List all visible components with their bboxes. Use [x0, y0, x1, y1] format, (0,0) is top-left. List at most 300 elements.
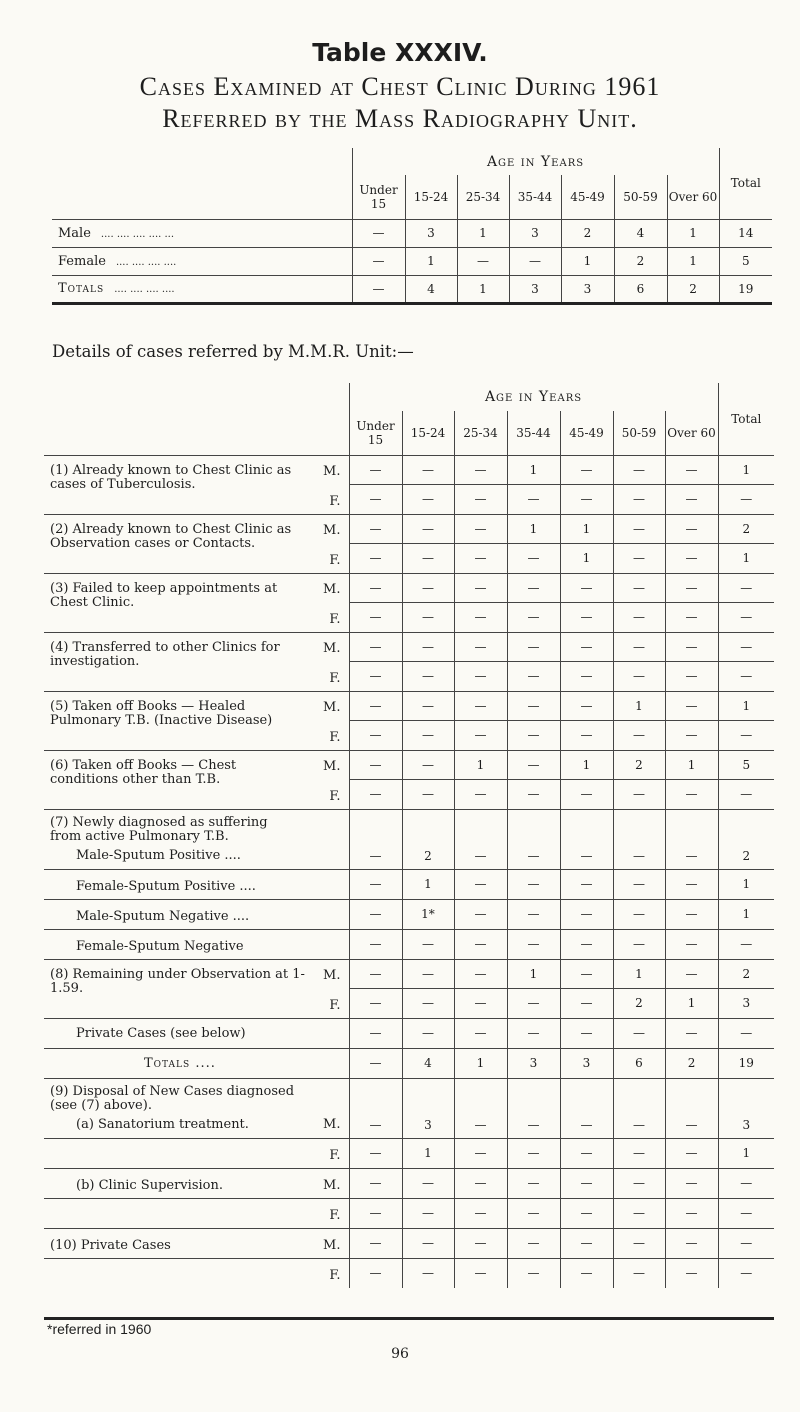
- value-cell: —: [718, 632, 774, 661]
- value-cell: —: [665, 1168, 718, 1198]
- value-cell: 4: [402, 1048, 454, 1078]
- sex-label: M.: [323, 699, 341, 715]
- value-cell: —: [349, 1258, 402, 1288]
- value-cell: —: [454, 602, 507, 632]
- value-cell: —: [507, 1018, 560, 1048]
- value-cell: —: [718, 1228, 774, 1258]
- value-cell: —: [349, 455, 402, 484]
- value-cell: —: [402, 1018, 454, 1048]
- value-cell: —: [349, 1198, 402, 1228]
- value-cell: —: [507, 543, 560, 573]
- value-cell: —: [560, 869, 613, 899]
- value-cell: —: [665, 543, 718, 573]
- row-label-text: Female: [58, 253, 106, 269]
- value-cell: —: [402, 779, 454, 809]
- value-cell: —: [560, 1018, 613, 1048]
- value-cell: 2: [613, 988, 665, 1018]
- value-cell: —: [349, 988, 402, 1018]
- value-cell: —: [613, 484, 665, 514]
- value-cell: —: [507, 1168, 560, 1198]
- row-label: [44, 1198, 349, 1228]
- group-label: (9) Disposal of New Cases diagnosed (see (7) above).: [50, 1083, 295, 1113]
- value-cell: 1*: [402, 899, 454, 929]
- value-cell: —: [665, 1018, 718, 1048]
- value-cell: —: [349, 1168, 402, 1198]
- value-cell: —: [454, 661, 507, 691]
- value-cell: —: [507, 720, 560, 750]
- sex-label: M.: [323, 463, 341, 479]
- value-cell: —: [454, 1258, 507, 1288]
- value-cell: —: [665, 720, 718, 750]
- value-cell: —: [507, 899, 560, 929]
- value-cell: —: [349, 869, 402, 899]
- value-cell: 4: [614, 219, 667, 247]
- value-cell: 2: [561, 219, 614, 247]
- value-cell: 1: [457, 275, 509, 303]
- value-cell: —: [352, 275, 405, 303]
- value-cell: —: [665, 632, 718, 661]
- heading-line-2: Referred by the Mass Radiography Unit.: [162, 104, 638, 133]
- summary-row: [52, 275, 772, 303]
- sex-label: F.: [329, 494, 341, 509]
- value-cell: —: [507, 1138, 560, 1168]
- row-label: [44, 691, 349, 728]
- row-label-text: Male: [58, 225, 91, 241]
- value-cell: —: [613, 602, 665, 632]
- value-cell: —: [718, 602, 774, 632]
- value-cell: —: [665, 484, 718, 514]
- row-label: [44, 1138, 349, 1168]
- value-cell: —: [457, 247, 509, 275]
- value-cell: —: [718, 484, 774, 514]
- value-cell: —: [349, 1228, 402, 1258]
- col-header: 35-44: [507, 411, 560, 455]
- value-cell: —: [718, 1018, 774, 1048]
- col-header: Over 60: [665, 411, 718, 455]
- sex-label: M.: [323, 581, 341, 597]
- value-cell: —: [560, 720, 613, 750]
- value-cell: —: [454, 1018, 507, 1048]
- value-cell: 2: [667, 275, 719, 303]
- value-cell: 1: [454, 750, 507, 779]
- detail-row: [44, 602, 774, 632]
- value-cell: —: [613, 1198, 665, 1228]
- value-cell: —: [665, 929, 718, 959]
- col-header-total: Total: [719, 148, 772, 219]
- value-cell: —: [454, 455, 507, 484]
- value-cell: —: [718, 573, 774, 602]
- value-cell: —: [665, 455, 718, 484]
- row-label: [44, 1048, 349, 1078]
- value-cell: —: [613, 1018, 665, 1048]
- value-cell: —: [665, 1258, 718, 1288]
- value-cell: —: [613, 899, 665, 929]
- sex-label: F.: [329, 730, 341, 745]
- detail-row: [44, 661, 774, 691]
- detail-row: [44, 959, 774, 988]
- value-cell: —: [454, 1138, 507, 1168]
- detail-row: [44, 779, 774, 809]
- value-cell: —: [454, 988, 507, 1018]
- value-cell: —: [665, 1198, 718, 1228]
- value-cell: —: [402, 543, 454, 573]
- value-cell: —: [454, 779, 507, 809]
- value-cell: —: [454, 1228, 507, 1258]
- value-cell: —: [402, 455, 454, 484]
- col-header: 50-59: [613, 411, 665, 455]
- detail-row: [44, 573, 774, 602]
- col-header: 15-24: [402, 411, 454, 455]
- table-title: Table XXXIV.: [312, 38, 488, 67]
- value-cell: —: [507, 750, 560, 779]
- sub-label: (a) Sanatorium treatment.: [76, 1116, 249, 1132]
- value-cell: —: [349, 720, 402, 750]
- value-cell: —: [402, 959, 454, 988]
- sex-label: F.: [329, 612, 341, 627]
- group-label: (8) Remaining under Observation at 1-1.59.: [50, 966, 305, 996]
- value-cell: 1: [718, 543, 774, 573]
- value-cell: —: [613, 661, 665, 691]
- details-title: Details of cases referred by M.M.R. Unit:—: [52, 342, 414, 361]
- detail-row: [44, 720, 774, 750]
- heading-line-1: Cases Examined at Chest Clinic During 1961: [139, 72, 661, 101]
- sex-label: M.: [323, 967, 341, 983]
- value-cell: 1: [665, 988, 718, 1018]
- row-label: [52, 219, 352, 247]
- value-cell: —: [402, 514, 454, 543]
- value-cell: 3: [561, 275, 614, 303]
- value-cell: —: [402, 1198, 454, 1228]
- value-cell: —: [665, 1078, 718, 1138]
- value-cell: —: [560, 1228, 613, 1258]
- value-cell: 1: [402, 869, 454, 899]
- value-cell: —: [560, 959, 613, 988]
- value-cell: —: [352, 247, 405, 275]
- group-label: (7) Newly diagnosed as suffering from active Pulmonary T.B.: [50, 814, 268, 844]
- col-header: Over 60: [667, 175, 719, 219]
- value-cell: 1: [402, 1138, 454, 1168]
- value-cell: —: [560, 899, 613, 929]
- value-cell: —: [613, 929, 665, 959]
- col-header: 15-24: [405, 175, 457, 219]
- row-label: [44, 602, 349, 632]
- value-cell: —: [613, 543, 665, 573]
- value-cell: —: [454, 869, 507, 899]
- value-cell: —: [349, 1018, 402, 1048]
- value-cell: —: [454, 929, 507, 959]
- value-cell: —: [402, 988, 454, 1018]
- value-cell: —: [454, 1168, 507, 1198]
- value-cell: —: [402, 691, 454, 720]
- value-cell: 1: [507, 514, 560, 543]
- value-cell: —: [718, 1258, 774, 1288]
- col-header: Under 15: [352, 175, 405, 219]
- value-cell: —: [507, 602, 560, 632]
- sex-label: F.: [329, 1207, 341, 1223]
- value-cell: —: [349, 602, 402, 632]
- value-cell: —: [402, 602, 454, 632]
- value-cell: 1: [561, 247, 614, 275]
- value-cell: —: [454, 514, 507, 543]
- value-cell: —: [560, 779, 613, 809]
- row-label: [44, 1258, 349, 1288]
- value-cell: 2: [718, 809, 774, 869]
- value-cell: 1: [718, 899, 774, 929]
- value-cell: 1: [507, 455, 560, 484]
- value-cell: —: [349, 632, 402, 661]
- detail-row: [44, 1018, 774, 1048]
- detail-row: [44, 1258, 774, 1288]
- sex-label: F.: [329, 553, 341, 568]
- value-cell: 2: [614, 247, 667, 275]
- row-label: [44, 869, 349, 899]
- value-cell: —: [665, 691, 718, 720]
- value-cell: —: [560, 484, 613, 514]
- detail-row: [44, 514, 774, 543]
- value-cell: 1: [405, 247, 457, 275]
- value-cell: —: [613, 514, 665, 543]
- col-header: Under 15: [349, 411, 402, 455]
- detail-row: [44, 1078, 774, 1138]
- sub-label: (b) Clinic Supervision.: [76, 1177, 223, 1193]
- detail-row: [44, 988, 774, 1018]
- value-cell: 3: [560, 1048, 613, 1078]
- value-cell: —: [454, 691, 507, 720]
- value-cell: —: [507, 809, 560, 869]
- value-cell: —: [718, 1198, 774, 1228]
- value-cell: —: [349, 484, 402, 514]
- row-label: [44, 929, 349, 959]
- value-cell: —: [560, 1168, 613, 1198]
- row-label: [44, 455, 349, 492]
- value-cell: —: [613, 455, 665, 484]
- page-number: 96: [391, 1346, 409, 1362]
- row-label: [44, 1168, 349, 1198]
- sex-label: F.: [329, 1267, 341, 1283]
- value-cell: —: [613, 1258, 665, 1288]
- row-label: [44, 632, 349, 669]
- value-cell: —: [560, 602, 613, 632]
- detail-row: [44, 1198, 774, 1228]
- value-cell: —: [718, 1168, 774, 1198]
- value-cell: —: [402, 484, 454, 514]
- value-cell: —: [507, 929, 560, 959]
- value-cell: —: [718, 661, 774, 691]
- value-cell: —: [665, 514, 718, 543]
- value-cell: 1: [718, 869, 774, 899]
- value-cell: —: [454, 484, 507, 514]
- col-header: 50-59: [614, 175, 667, 219]
- detail-row: [44, 899, 774, 929]
- value-cell: —: [665, 899, 718, 929]
- value-cell: —: [507, 1258, 560, 1288]
- value-cell: 4: [405, 275, 457, 303]
- sex-label: M.: [323, 640, 341, 656]
- detail-row: [44, 869, 774, 899]
- value-cell: —: [454, 1078, 507, 1138]
- row-label: [44, 514, 349, 551]
- detail-row: [44, 1138, 774, 1168]
- value-cell: —: [507, 691, 560, 720]
- value-cell: —: [402, 632, 454, 661]
- detail-row: [44, 809, 774, 869]
- col-header: 45-49: [560, 411, 613, 455]
- detail-row: [44, 455, 774, 484]
- sub-label: Female-Sputum Negative: [76, 938, 244, 954]
- value-cell: —: [665, 869, 718, 899]
- row-label: [44, 750, 349, 787]
- value-cell: —: [718, 720, 774, 750]
- value-cell: —: [613, 1228, 665, 1258]
- value-cell: 3: [509, 275, 561, 303]
- value-cell: —: [560, 809, 613, 869]
- value-cell: 5: [718, 750, 774, 779]
- group-label: (2) Already known to Chest Clinic as Observation cases or Contacts.: [50, 521, 292, 551]
- value-cell: 3: [405, 219, 457, 247]
- value-cell: —: [665, 661, 718, 691]
- value-cell: —: [613, 869, 665, 899]
- value-cell: —: [507, 988, 560, 1018]
- sex-label: M.: [323, 1116, 341, 1132]
- value-cell: —: [613, 632, 665, 661]
- row-label: [44, 661, 349, 691]
- value-cell: —: [349, 1078, 402, 1138]
- col-header: 35-44: [509, 175, 561, 219]
- value-cell: —: [349, 543, 402, 573]
- value-cell: —: [454, 899, 507, 929]
- group-label: (1) Already known to Chest Clinic as cases of Tuberculosis.: [50, 462, 292, 492]
- leader-dots: .... .... .... .... ...: [100, 228, 175, 240]
- detail-row: [44, 1168, 774, 1198]
- value-cell: —: [560, 1138, 613, 1168]
- value-cell: —: [454, 1198, 507, 1228]
- group-label: (3) Failed to keep appointments at Chest Clinic.: [50, 580, 278, 610]
- value-cell: 2: [718, 959, 774, 988]
- value-cell: —: [454, 720, 507, 750]
- value-cell: 6: [613, 1048, 665, 1078]
- value-cell: —: [560, 1078, 613, 1138]
- sex-label: M.: [323, 1177, 341, 1193]
- value-cell: 6: [614, 275, 667, 303]
- value-cell: —: [613, 1138, 665, 1168]
- footnote: *referred in 1960: [47, 1321, 152, 1337]
- value-cell: —: [349, 750, 402, 779]
- value-cell: —: [560, 929, 613, 959]
- value-cell: —: [560, 691, 613, 720]
- row-label: [44, 543, 349, 573]
- row-label: [44, 1078, 349, 1138]
- value-cell: —: [402, 661, 454, 691]
- row-label: [44, 1018, 349, 1048]
- sex-label: M.: [323, 758, 341, 774]
- value-cell: —: [718, 929, 774, 959]
- value-cell: 5: [719, 247, 772, 275]
- value-cell: —: [507, 869, 560, 899]
- sub-label: Male-Sputum Positive ....: [76, 847, 241, 863]
- value-cell: —: [507, 573, 560, 602]
- value-cell: —: [352, 219, 405, 247]
- detail-row: [44, 929, 774, 959]
- sex-label: F.: [329, 789, 341, 804]
- value-cell: —: [349, 779, 402, 809]
- row-label: [44, 484, 349, 514]
- group-label: (10) Private Cases: [50, 1237, 171, 1253]
- detail-row: [44, 632, 774, 661]
- value-cell: 1: [560, 514, 613, 543]
- age-header: Age in Years: [352, 148, 719, 175]
- value-cell: 3: [507, 1048, 560, 1078]
- leader-dots: .... .... .... ....: [114, 284, 175, 295]
- value-cell: —: [349, 573, 402, 602]
- value-cell: 14: [719, 219, 772, 247]
- value-cell: 1: [718, 455, 774, 484]
- group-label: (6) Taken off Books — Chest conditions other than T.B.: [50, 757, 237, 787]
- value-cell: 1: [667, 247, 719, 275]
- value-cell: 1: [454, 1048, 507, 1078]
- group-label: (4) Transferred to other Clinics for investigation.: [50, 639, 280, 669]
- value-cell: —: [560, 988, 613, 1018]
- value-cell: —: [665, 1138, 718, 1168]
- row-label: [44, 809, 349, 869]
- value-cell: —: [349, 899, 402, 929]
- detail-row: [44, 484, 774, 514]
- sex-label: F.: [329, 998, 341, 1013]
- value-cell: —: [454, 959, 507, 988]
- value-cell: —: [402, 1258, 454, 1288]
- value-cell: —: [613, 1168, 665, 1198]
- value-cell: —: [665, 779, 718, 809]
- summary-row: [52, 219, 772, 247]
- value-cell: 1: [665, 750, 718, 779]
- detail-row: [44, 691, 774, 720]
- detail-row: [44, 543, 774, 573]
- value-cell: 1: [613, 959, 665, 988]
- value-cell: —: [507, 661, 560, 691]
- value-cell: —: [560, 661, 613, 691]
- value-cell: —: [349, 1048, 402, 1078]
- col-header: 25-34: [454, 411, 507, 455]
- value-cell: 3: [402, 1078, 454, 1138]
- private-label: Private Cases (see below): [76, 1025, 246, 1041]
- value-cell: 2: [402, 809, 454, 869]
- sub-label: Male-Sputum Negative ....: [76, 908, 250, 924]
- row-label: [44, 959, 349, 996]
- row-label: [44, 573, 349, 610]
- value-cell: 1: [667, 219, 719, 247]
- value-cell: 2: [665, 1048, 718, 1078]
- age-header-details: Age in Years: [349, 383, 718, 411]
- sex-label: M.: [323, 522, 341, 538]
- detail-row: [44, 750, 774, 779]
- value-cell: —: [349, 691, 402, 720]
- totals-row: [44, 1048, 774, 1078]
- value-cell: —: [613, 809, 665, 869]
- row-label: [52, 247, 352, 275]
- value-cell: —: [349, 1138, 402, 1168]
- value-cell: 3: [718, 1078, 774, 1138]
- value-cell: —: [349, 809, 402, 869]
- row-label: [44, 779, 349, 809]
- value-cell: —: [665, 602, 718, 632]
- value-cell: —: [509, 247, 561, 275]
- value-cell: —: [560, 455, 613, 484]
- row-label: [44, 988, 349, 1018]
- col-header: 25-34: [457, 175, 509, 219]
- row-label: [44, 720, 349, 750]
- sub-label: Female-Sputum Positive ....: [76, 878, 256, 894]
- value-cell: —: [560, 1198, 613, 1228]
- row-label: [44, 899, 349, 929]
